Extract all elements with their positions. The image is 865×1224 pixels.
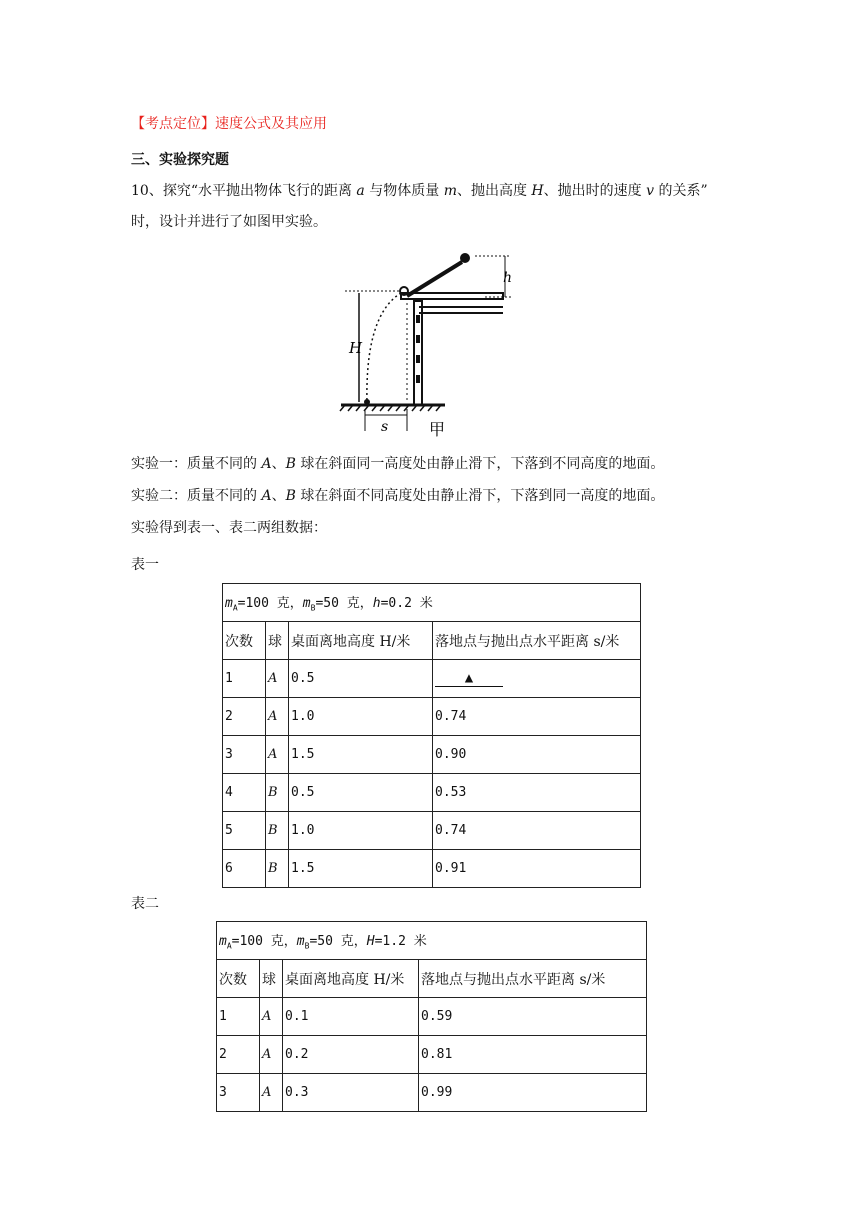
table-top — [401, 293, 503, 299]
ball-on-ramp — [460, 253, 470, 263]
table-row — [217, 1074, 647, 1112]
cell-height: 0.3 — [283, 1074, 419, 1112]
cell-height: 0.5 — [289, 660, 433, 698]
table-row — [223, 812, 641, 850]
cell-height: 0.1 — [283, 998, 419, 1036]
cell-height: 1.0 — [289, 812, 433, 850]
cell-height: 1.5 — [289, 736, 433, 774]
table1-condition: $m_A=100$ 克，$m_B=50$ 克，h=0.2 米 — [223, 584, 641, 622]
section-heading: 三、实验探究题 — [131, 152, 229, 168]
table2-column-header — [217, 960, 647, 998]
table1-header-row — [223, 584, 641, 622]
cell-ball: A — [260, 998, 283, 1036]
cell-distance: 0.81 — [419, 1036, 647, 1074]
experiment-figure — [335, 245, 515, 440]
table2 — [216, 921, 647, 1112]
table-row — [223, 736, 641, 774]
cell-ball: B — [266, 850, 289, 888]
table-row — [217, 1036, 647, 1074]
experiment-summary: 实验得到表一、表二两组数据： — [131, 520, 327, 536]
experiment-1: 实验一：质量不同的 A、B 球在斜面同一高度处由静止滑下，下落到不同高度的地面。 — [131, 456, 665, 472]
table2-header-row — [217, 922, 647, 960]
cell-ball: A — [260, 1074, 283, 1112]
cell-ball: A — [266, 660, 289, 698]
label-s: s — [381, 419, 389, 435]
cell-ball: B — [266, 812, 289, 850]
cell-distance: 0.99 — [419, 1074, 647, 1112]
cell-distance: 0.59 — [419, 998, 647, 1036]
cell-count: 3 — [217, 1074, 260, 1112]
table2-caption: 表二 — [131, 896, 159, 912]
table1-col-distance: 落地点与抛出点水平距离 s/米 — [433, 622, 641, 660]
cell-distance: 0.90 — [433, 736, 641, 774]
cell-height: 0.2 — [283, 1036, 419, 1074]
table1-caption: 表一 — [131, 557, 159, 573]
table1-col-count: 次数 — [223, 622, 266, 660]
table-row — [217, 998, 647, 1036]
cell-height: 1.0 — [289, 698, 433, 736]
question-line-1: 10、探究“水平抛出物体飞行的距离 a 与物体质量 m、抛出高度 H、抛出时的速度 v 的关系” — [131, 183, 708, 199]
table1-col-height: 桌面离地高度 H/米 — [289, 622, 433, 660]
cell-distance: 0.91 — [433, 850, 641, 888]
cell-count: 4 — [223, 774, 266, 812]
trajectory-curve — [367, 293, 401, 403]
cell-distance: 0.74 — [433, 812, 641, 850]
experiment-2: 实验二：质量不同的 A、B 球在斜面不同高度处由静止滑下，下落到同一高度的地面。 — [131, 488, 665, 504]
cell-count: 2 — [223, 698, 266, 736]
cell-height: 0.5 — [289, 774, 433, 812]
table1-column-header — [223, 622, 641, 660]
cell-count: 5 — [223, 812, 266, 850]
table2-col-count: 次数 — [217, 960, 260, 998]
cell-distance: 0.53 — [433, 774, 641, 812]
table2-condition: $m_A=100$ 克，$m_B=50$ 克，H=1.2 米 — [217, 922, 647, 960]
table1-col-ball: 球 — [266, 622, 289, 660]
cell-height: 1.5 — [289, 850, 433, 888]
cell-ball: A — [266, 698, 289, 736]
table-row — [223, 850, 641, 888]
cell-distance: 0.74 — [433, 698, 641, 736]
cell-count: 2 — [217, 1036, 260, 1074]
table2-col-height: 桌面离地高度 H/米 — [283, 960, 419, 998]
cell-distance — [433, 660, 641, 698]
figure-label-jia: 甲 — [429, 420, 446, 439]
question-line-2: 时，设计并进行了如图甲实验。 — [131, 214, 327, 230]
cell-count: 1 — [223, 660, 266, 698]
table-row — [223, 660, 641, 698]
cell-ball: A — [266, 736, 289, 774]
table1 — [222, 583, 641, 888]
cell-count: 3 — [223, 736, 266, 774]
cell-count: 6 — [223, 850, 266, 888]
table2-col-ball: 球 — [260, 960, 283, 998]
label-H: H — [349, 339, 363, 357]
ramp — [407, 262, 462, 296]
table-row — [223, 774, 641, 812]
kaodian-line: 【考点定位】速度公式及其应用 — [131, 116, 327, 132]
cell-ball: A — [260, 1036, 283, 1074]
table-row — [223, 698, 641, 736]
cell-ball: B — [266, 774, 289, 812]
label-h: h — [503, 270, 513, 286]
blank-answer-marker: ▲ — [435, 670, 503, 687]
table2-col-distance: 落地点与抛出点水平距离 s/米 — [419, 960, 647, 998]
cell-count: 1 — [217, 998, 260, 1036]
